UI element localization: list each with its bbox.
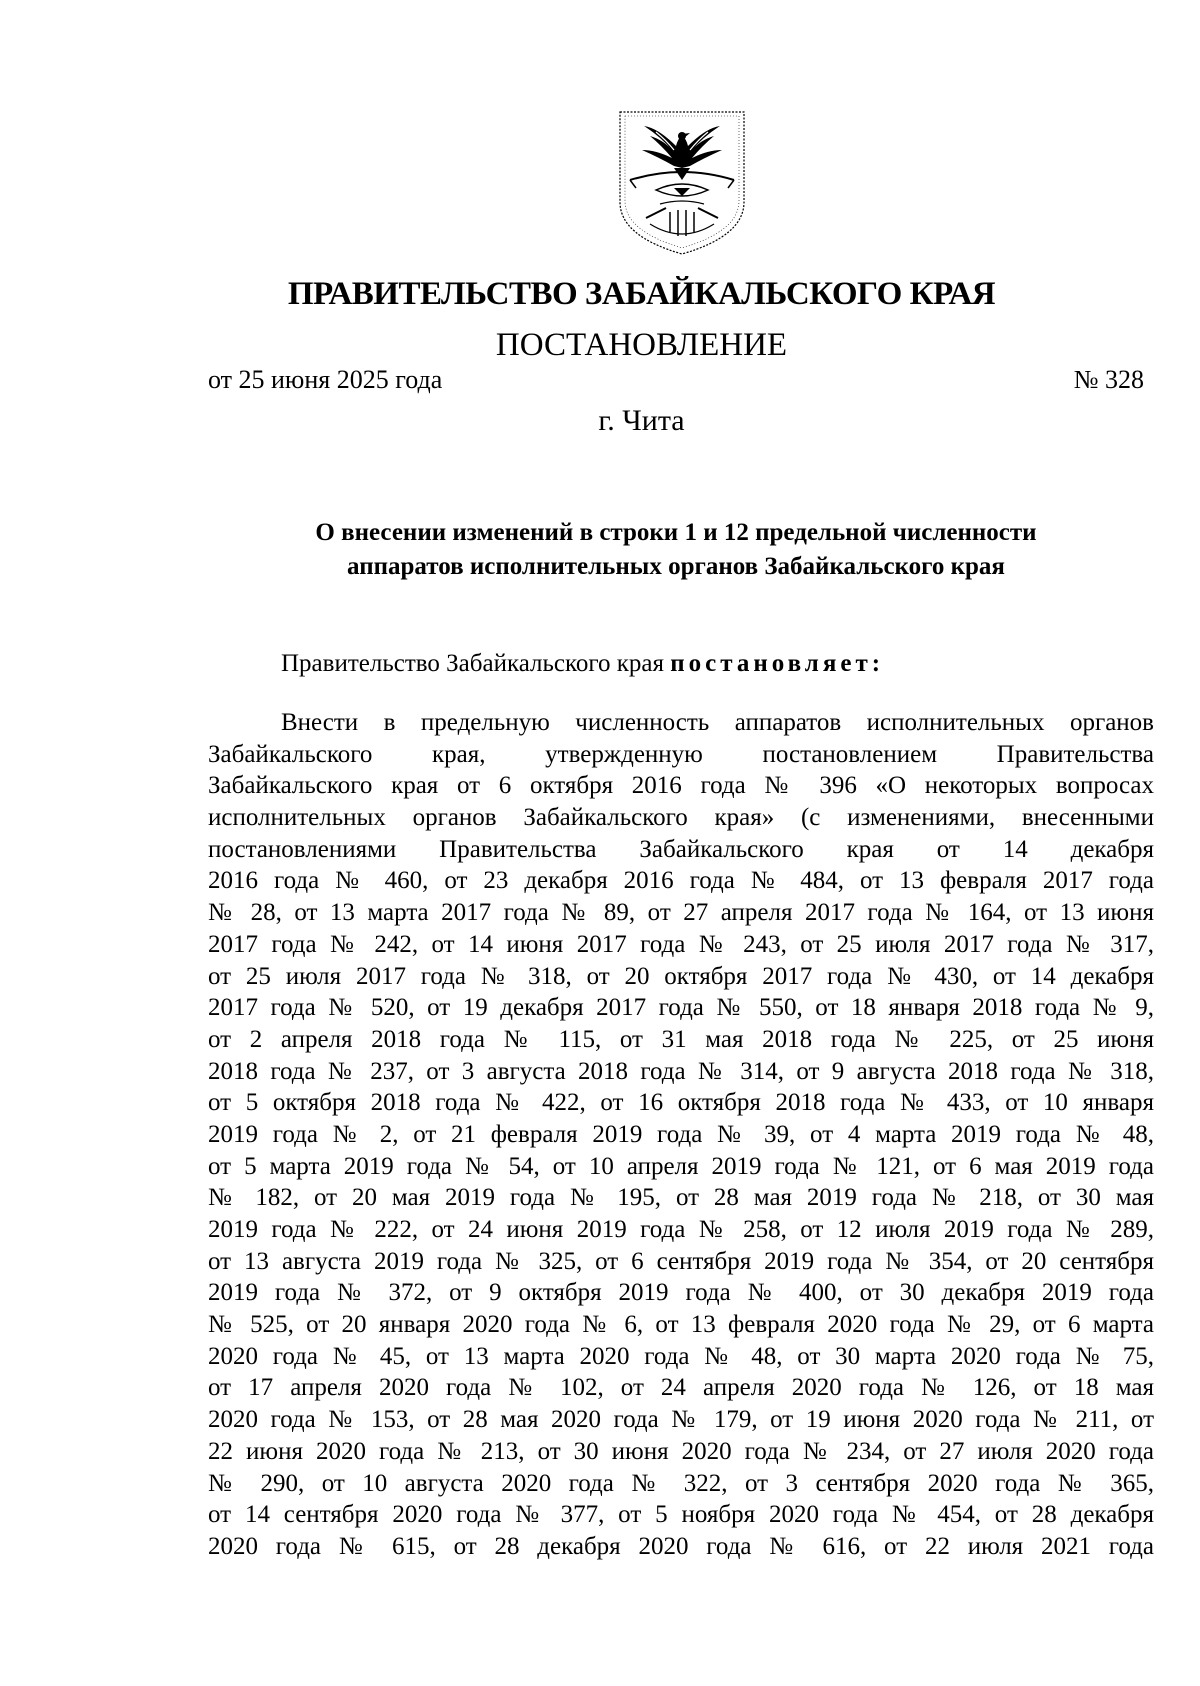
body-line: 2019 года № 372, от 9 октября 2019 года № 400, от 30 декабря 2019 года [208,1279,1154,1307]
body-line: 2019 года № 222, от 24 июня 2019 года № 258, от 12 июля 2019 года № 289, [208,1216,1154,1243]
body-line: от 25 июля 2017 года № 318, от 20 октября 2017 года № 430, от 14 декабря [208,962,1154,990]
document-city: г. Чита [598,404,685,437]
body-line: 2016 года № 460, от 23 декабря 2016 года № 484, от 13 февраля 2017 года [208,867,1154,895]
organization-title: ПРАВИТЕЛЬСТВО ЗАБАЙКАЛЬСКОГО КРАЯ [287,276,996,312]
document-date: от 25 июня 2025 года [208,365,443,394]
body-line: № 28, от 13 марта 2017 года № 89, от 27 апреля 2017 года № 164, от 13 июня [208,899,1154,927]
body-line: от 5 октября 2018 года № 422, от 16 октября 2018 года № 433, от 10 января [208,1089,1154,1117]
body-line: от 5 марта 2019 года № 54, от 10 апреля 2019 года № 121, от 6 мая 2019 года [208,1152,1154,1180]
body-line: Забайкальского края, утвержденную постановлением Правительства [208,740,1154,768]
body-line: 2018 года № 237, от 3 августа 2018 года № 314, от 9 августа 2018 года № 318, [208,1057,1154,1085]
body-line: от 13 августа 2019 года № 325, от 6 сентября 2019 года № 354, от 20 сентября [208,1247,1154,1275]
document-subject [208,516,1144,584]
body-line: 2017 года № 242, от 14 июня 2017 года № 243, от 25 июля 2017 года № 317, [208,930,1154,958]
body-line: 2020 года № 615, от 28 декабря 2020 года № 616, от 22 июля 2021 года [208,1532,1154,1560]
intro-emphasis: постановляет: [670,650,885,677]
body-line: 2020 года № 153, от 28 мая 2020 года № 179, от 19 июня 2020 года № 211, от [208,1406,1154,1434]
body-line: № 182, от 20 мая 2019 года № 195, от 28 мая 2019 года № 218, от 30 мая [208,1184,1154,1212]
body-line: Внести в предельную численность аппаратов исполнительных органов [281,709,1154,736]
body-line: № 525, от 20 января 2020 года № 6, от 13 февраля 2020 года № 29, от 6 марта [208,1311,1154,1339]
body-line: постановлениями Правительства Забайкальского края от 14 декабря [208,835,1154,863]
body-line: 2020 года № 45, от 13 марта 2020 года № 48, от 30 марта 2020 года № 75, [208,1342,1154,1370]
body-line: от 17 апреля 2020 года № 102, от 24 апреля 2020 года № 126, от 18 мая [208,1374,1154,1402]
intro-text: Правительство Забайкальского края [281,650,665,677]
document-number: № 328 [1073,365,1144,394]
intro-paragraph [281,647,884,681]
body-paragraph [208,707,1154,1563]
body-line: 2019 года № 2, от 21 февраля 2019 года № 39, от 4 марта 2019 года № 48, [208,1120,1154,1148]
body-line: от 2 апреля 2018 года № 115, от 31 мая 2018 года № 225, от 25 июня [208,1025,1154,1053]
body-line: № 290, от 10 августа 2020 года № 322, от 3 сентября 2020 года № 365, [208,1469,1154,1497]
body-line: 2017 года № 520, от 19 декабря 2017 года № 550, от 18 января 2018 года № 9, [208,994,1154,1022]
body-line: 22 июня 2020 года № 213, от 30 июня 2020 года № 234, от 27 июля 2020 года [208,1437,1154,1465]
subject-line: О внесении изменений в строки 1 и 12 предельной численности [315,519,1037,546]
subject-line: аппаратов исполнительных органов Забайкальского края [347,553,1005,580]
body-line: Забайкальского края от 6 октября 2016 года № 396 «О некоторых вопросах [208,772,1154,800]
document-type-title: ПОСТАНОВЛЕНИЕ [495,327,788,363]
body-line: от 14 сентября 2020 года № 377, от 5 ноября 2020 года № 454, от 28 декабря [208,1501,1154,1529]
coat-of-arms-icon [616,106,748,258]
body-line: исполнительных органов Забайкальского края» (с изменениями, внесенными [208,804,1154,832]
